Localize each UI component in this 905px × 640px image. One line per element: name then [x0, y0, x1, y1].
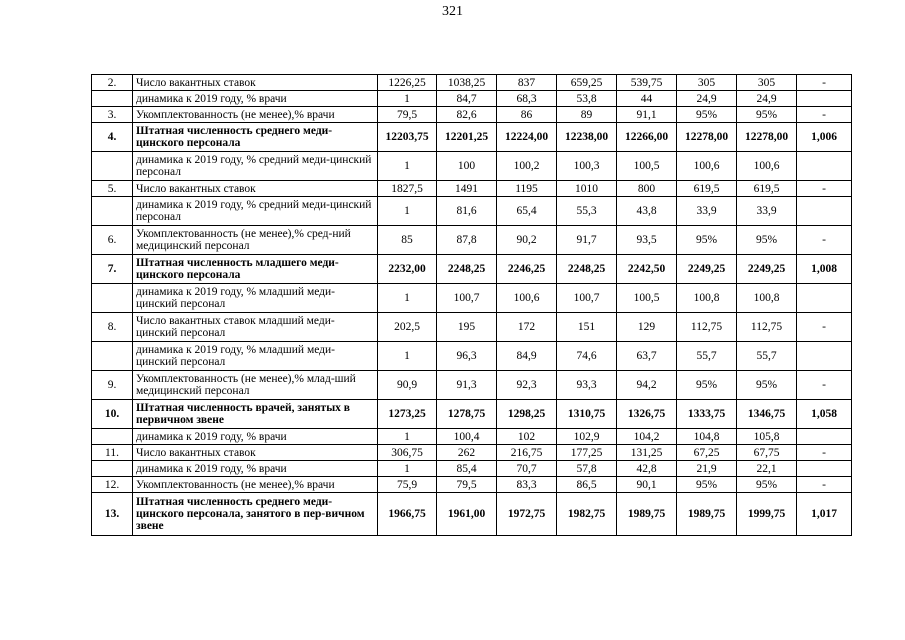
row-value-cell: 81,6 — [437, 197, 497, 226]
row-label: динамика к 2019 году, % врачи — [133, 91, 378, 107]
row-value-cell: 75,9 — [378, 477, 437, 493]
row-number: 11. — [92, 445, 133, 461]
row-value-cell: 12278,00 — [677, 123, 737, 152]
row-value-cell: 67,75 — [737, 445, 797, 461]
row-value-cell: 90,2 — [497, 226, 557, 255]
row-value-cell: 1 — [378, 197, 437, 226]
row-value-cell: 100,6 — [677, 152, 737, 181]
row-value-cell: 95% — [737, 226, 797, 255]
row-value-cell: 539,75 — [617, 75, 677, 91]
row-label: Число вакантных ставок — [133, 181, 378, 197]
row-value-cell: 2249,25 — [677, 255, 737, 284]
row-ratio-cell: - — [797, 313, 852, 342]
row-ratio-cell: - — [797, 181, 852, 197]
row-value-cell: 90,9 — [378, 371, 437, 400]
row-ratio-cell: - — [797, 75, 852, 91]
row-number: 2. — [92, 75, 133, 91]
row-value-cell: 12203,75 — [378, 123, 437, 152]
row-value-cell: 93,3 — [557, 371, 617, 400]
row-ratio-cell — [797, 342, 852, 371]
row-value-cell: 86,5 — [557, 477, 617, 493]
row-number: 10. — [92, 400, 133, 429]
row-value-cell: 95% — [677, 226, 737, 255]
row-value-cell: 1278,75 — [437, 400, 497, 429]
table-row — [92, 91, 852, 107]
table-row — [92, 461, 852, 477]
row-value-cell: 1999,75 — [737, 493, 797, 536]
row-value-cell: 95% — [677, 107, 737, 123]
table-row — [92, 107, 852, 123]
row-number: 9. — [92, 371, 133, 400]
row-number: 3. — [92, 107, 133, 123]
row-ratio-cell: - — [797, 445, 852, 461]
row-label: Укомплектованность (не менее),% млад-ший медицинский персонал — [133, 371, 378, 400]
row-ratio-cell — [797, 429, 852, 445]
row-value-cell: 1982,75 — [557, 493, 617, 536]
row-value-cell: 24,9 — [737, 91, 797, 107]
row-value-cell: 44 — [617, 91, 677, 107]
row-value-cell: 87,8 — [437, 226, 497, 255]
row-value-cell: 100,8 — [737, 284, 797, 313]
row-value-cell: 79,5 — [437, 477, 497, 493]
row-value-cell: 306,75 — [378, 445, 437, 461]
row-value-cell: 84,7 — [437, 91, 497, 107]
table-row — [92, 400, 852, 429]
row-value-cell: 1195 — [497, 181, 557, 197]
row-value-cell: 95% — [677, 477, 737, 493]
row-value-cell: 112,75 — [737, 313, 797, 342]
row-label: динамика к 2019 году, % врачи — [133, 429, 378, 445]
row-value-cell: 12201,25 — [437, 123, 497, 152]
row-value-cell: 100,6 — [497, 284, 557, 313]
row-value-cell: 100,5 — [617, 284, 677, 313]
row-ratio-cell: 1,008 — [797, 255, 852, 284]
row-label: Штатная численность младшего меди-цинского персонала — [133, 255, 378, 284]
row-value-cell: 70,7 — [497, 461, 557, 477]
table-row — [92, 313, 852, 342]
row-value-cell: 2242,50 — [617, 255, 677, 284]
row-label: динамика к 2019 году, % младший меди-цинский персонал — [133, 342, 378, 371]
row-value-cell: 91,1 — [617, 107, 677, 123]
row-value-cell: 1010 — [557, 181, 617, 197]
row-ratio-cell: 1,006 — [797, 123, 852, 152]
row-ratio-cell — [797, 91, 852, 107]
row-ratio-cell: - — [797, 477, 852, 493]
row-value-cell: 53,8 — [557, 91, 617, 107]
row-value-cell: 100,7 — [557, 284, 617, 313]
row-value-cell: 105,8 — [737, 429, 797, 445]
row-number — [92, 284, 133, 313]
row-value-cell: 102 — [497, 429, 557, 445]
row-value-cell: 1989,75 — [617, 493, 677, 536]
row-value-cell: 1 — [378, 461, 437, 477]
table-body — [92, 75, 852, 536]
row-label: динамика к 2019 году, % средний меди-цинский персонал — [133, 197, 378, 226]
row-value-cell: 67,25 — [677, 445, 737, 461]
row-value-cell: 79,5 — [378, 107, 437, 123]
row-value-cell: 100,8 — [677, 284, 737, 313]
row-value-cell: 1310,75 — [557, 400, 617, 429]
row-value-cell: 43,8 — [617, 197, 677, 226]
row-value-cell: 12224,00 — [497, 123, 557, 152]
row-value-cell: 2249,25 — [737, 255, 797, 284]
row-value-cell: 55,3 — [557, 197, 617, 226]
row-value-cell: 104,8 — [677, 429, 737, 445]
row-value-cell: 177,25 — [557, 445, 617, 461]
row-value-cell: 1961,00 — [437, 493, 497, 536]
row-value-cell: 94,2 — [617, 371, 677, 400]
table-row — [92, 226, 852, 255]
row-value-cell: 92,3 — [497, 371, 557, 400]
row-value-cell: 1827,5 — [378, 181, 437, 197]
data-table — [91, 74, 852, 536]
table-row — [92, 181, 852, 197]
row-value-cell: 100 — [437, 152, 497, 181]
row-number: 12. — [92, 477, 133, 493]
row-value-cell: 12278,00 — [737, 123, 797, 152]
row-value-cell: 1326,75 — [617, 400, 677, 429]
row-value-cell: 63,7 — [617, 342, 677, 371]
row-value-cell: 91,3 — [437, 371, 497, 400]
row-value-cell: 100,5 — [617, 152, 677, 181]
row-label: Укомплектованность (не менее),% сред-ний медицинский персонал — [133, 226, 378, 255]
row-label: Число вакантных ставок младший меди-цинский персонал — [133, 313, 378, 342]
row-number: 7. — [92, 255, 133, 284]
row-value-cell: 104,2 — [617, 429, 677, 445]
row-ratio-cell — [797, 461, 852, 477]
row-value-cell: 55,7 — [677, 342, 737, 371]
table-row — [92, 255, 852, 284]
row-value-cell: 95% — [737, 107, 797, 123]
row-value-cell: 1226,25 — [378, 75, 437, 91]
row-number: 6. — [92, 226, 133, 255]
row-value-cell: 84,9 — [497, 342, 557, 371]
row-value-cell: 93,5 — [617, 226, 677, 255]
row-value-cell: 21,9 — [677, 461, 737, 477]
page-number: 321 — [442, 4, 463, 19]
row-value-cell: 1333,75 — [677, 400, 737, 429]
row-value-cell: 100,3 — [557, 152, 617, 181]
table-row — [92, 152, 852, 181]
row-value-cell: 95% — [737, 371, 797, 400]
table-row — [92, 371, 852, 400]
row-label: Укомплектованность (не менее),% врачи — [133, 107, 378, 123]
row-value-cell: 1 — [378, 152, 437, 181]
row-number — [92, 429, 133, 445]
row-number — [92, 461, 133, 477]
row-value-cell: 1972,75 — [497, 493, 557, 536]
row-value-cell: 659,25 — [557, 75, 617, 91]
row-value-cell: 619,5 — [737, 181, 797, 197]
row-value-cell: 12266,00 — [617, 123, 677, 152]
table-row — [92, 284, 852, 313]
row-value-cell: 1 — [378, 342, 437, 371]
row-number: 13. — [92, 493, 133, 536]
row-value-cell: 42,8 — [617, 461, 677, 477]
row-value-cell: 2248,25 — [557, 255, 617, 284]
row-value-cell: 22,1 — [737, 461, 797, 477]
row-ratio-cell: - — [797, 226, 852, 255]
row-value-cell: 91,7 — [557, 226, 617, 255]
row-ratio-cell: - — [797, 371, 852, 400]
row-ratio-cell — [797, 197, 852, 226]
row-value-cell: 1038,25 — [437, 75, 497, 91]
row-ratio-cell: 1,058 — [797, 400, 852, 429]
row-value-cell: 800 — [617, 181, 677, 197]
row-value-cell: 1273,25 — [378, 400, 437, 429]
table-row — [92, 123, 852, 152]
row-value-cell: 100,6 — [737, 152, 797, 181]
row-value-cell: 195 — [437, 313, 497, 342]
row-value-cell: 74,6 — [557, 342, 617, 371]
table-row — [92, 342, 852, 371]
row-value-cell: 86 — [497, 107, 557, 123]
row-value-cell: 837 — [497, 75, 557, 91]
table-row — [92, 493, 852, 536]
row-value-cell: 33,9 — [737, 197, 797, 226]
row-ratio-cell: 1,017 — [797, 493, 852, 536]
row-value-cell: 33,9 — [677, 197, 737, 226]
table-row — [92, 197, 852, 226]
row-label: динамика к 2019 году, % младший меди-цинский персонал — [133, 284, 378, 313]
row-value-cell: 89 — [557, 107, 617, 123]
row-value-cell: 90,1 — [617, 477, 677, 493]
table-row — [92, 429, 852, 445]
row-value-cell: 24,9 — [677, 91, 737, 107]
table-row — [92, 445, 852, 461]
row-value-cell: 2232,00 — [378, 255, 437, 284]
row-value-cell: 85 — [378, 226, 437, 255]
row-number — [92, 342, 133, 371]
row-value-cell: 68,3 — [497, 91, 557, 107]
row-value-cell: 85,4 — [437, 461, 497, 477]
row-ratio-cell — [797, 152, 852, 181]
row-value-cell: 1298,25 — [497, 400, 557, 429]
row-value-cell: 1 — [378, 284, 437, 313]
row-value-cell: 100,7 — [437, 284, 497, 313]
row-value-cell: 100,4 — [437, 429, 497, 445]
row-value-cell: 262 — [437, 445, 497, 461]
row-value-cell: 83,3 — [497, 477, 557, 493]
row-label: динамика к 2019 году, % врачи — [133, 461, 378, 477]
row-value-cell: 131,25 — [617, 445, 677, 461]
row-value-cell: 619,5 — [677, 181, 737, 197]
row-value-cell: 2246,25 — [497, 255, 557, 284]
row-label: Штатная численность врачей, занятых в первичном звене — [133, 400, 378, 429]
row-number — [92, 152, 133, 181]
row-value-cell: 95% — [677, 371, 737, 400]
row-label: Штатная численность среднего меди-цинского персонала — [133, 123, 378, 152]
row-value-cell: 1491 — [437, 181, 497, 197]
row-label: Штатная численность среднего меди-цинского персонала, занятого в пер-вичном звене — [133, 493, 378, 536]
row-value-cell: 216,75 — [497, 445, 557, 461]
row-number: 8. — [92, 313, 133, 342]
row-value-cell: 102,9 — [557, 429, 617, 445]
row-number — [92, 91, 133, 107]
row-number: 4. — [92, 123, 133, 152]
table-row — [92, 477, 852, 493]
row-value-cell: 172 — [497, 313, 557, 342]
row-value-cell: 305 — [737, 75, 797, 91]
row-ratio-cell — [797, 284, 852, 313]
row-value-cell: 100,2 — [497, 152, 557, 181]
row-value-cell: 96,3 — [437, 342, 497, 371]
row-value-cell: 55,7 — [737, 342, 797, 371]
table-row — [92, 75, 852, 91]
row-value-cell: 1966,75 — [378, 493, 437, 536]
row-value-cell: 1989,75 — [677, 493, 737, 536]
row-value-cell: 1 — [378, 429, 437, 445]
row-value-cell: 305 — [677, 75, 737, 91]
row-value-cell: 12238,00 — [557, 123, 617, 152]
row-value-cell: 202,5 — [378, 313, 437, 342]
row-value-cell: 151 — [557, 313, 617, 342]
row-value-cell: 57,8 — [557, 461, 617, 477]
row-value-cell: 65,4 — [497, 197, 557, 226]
row-value-cell: 129 — [617, 313, 677, 342]
row-label: Число вакантных ставок — [133, 75, 378, 91]
row-label: динамика к 2019 году, % средний меди-цинский персонал — [133, 152, 378, 181]
row-ratio-cell: - — [797, 107, 852, 123]
row-label: Укомплектованность (не менее),% врачи — [133, 477, 378, 493]
row-number: 5. — [92, 181, 133, 197]
row-value-cell: 82,6 — [437, 107, 497, 123]
row-value-cell: 112,75 — [677, 313, 737, 342]
row-value-cell: 1346,75 — [737, 400, 797, 429]
row-number — [92, 197, 133, 226]
row-label: Число вакантных ставок — [133, 445, 378, 461]
row-value-cell: 1 — [378, 91, 437, 107]
row-value-cell: 95% — [737, 477, 797, 493]
row-value-cell: 2248,25 — [437, 255, 497, 284]
